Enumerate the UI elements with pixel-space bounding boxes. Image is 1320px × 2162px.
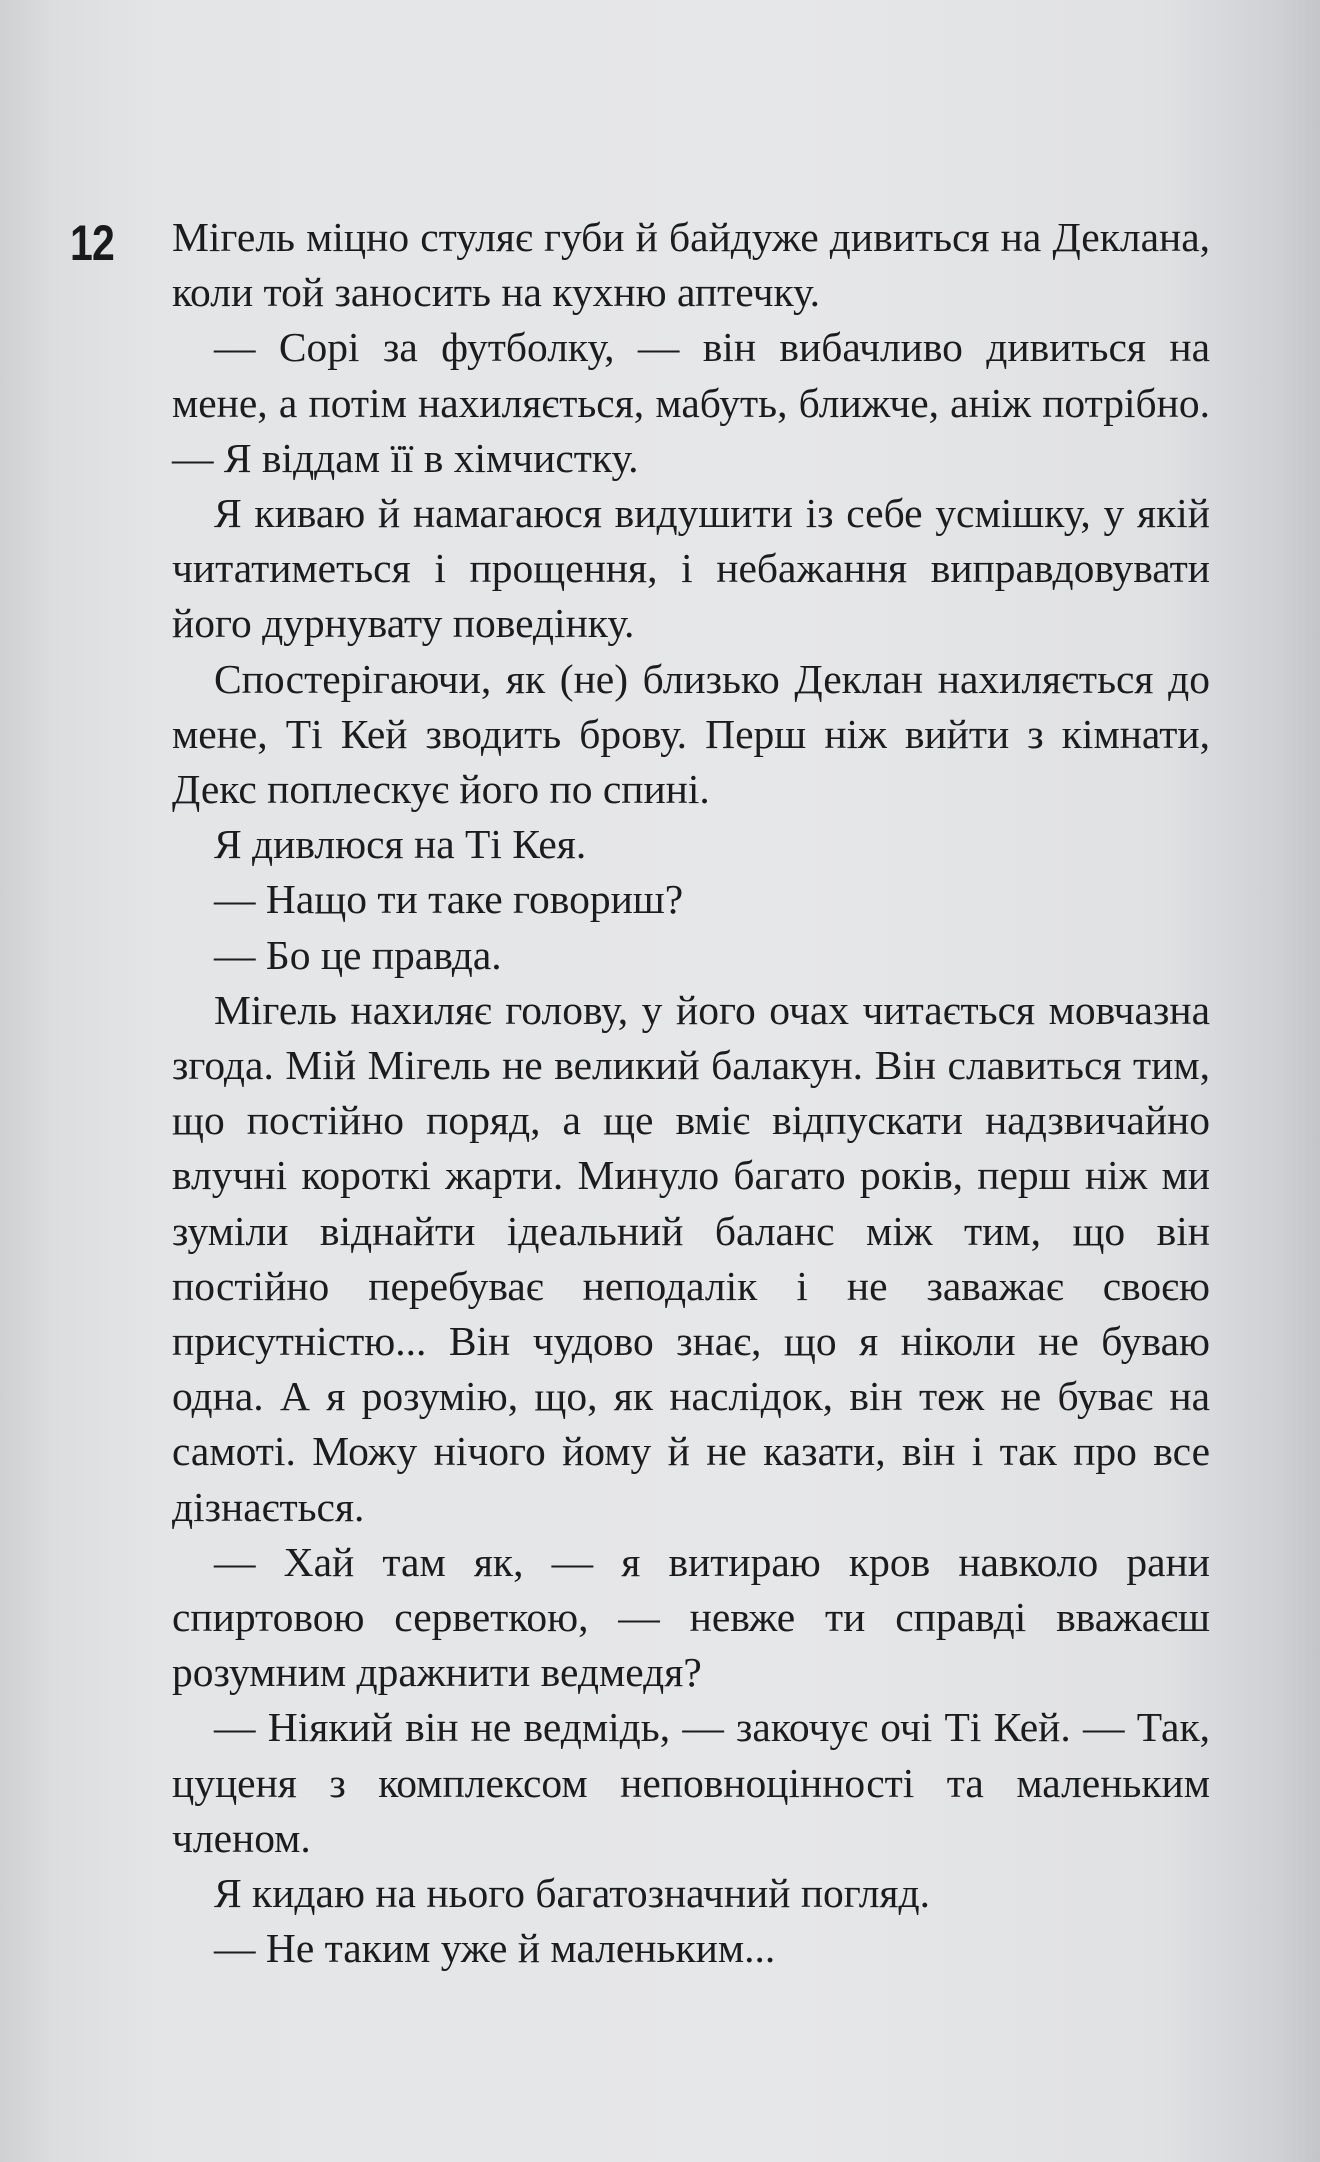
paragraph: Спостерігаючи, як (не) близько Деклан нахиляється до мене, Ті Кей зводить брову. Перш ніж вийти з кімнати, Декс поплескує його по спині. — [172, 655, 1210, 813]
paragraph: — Сорі за футболку, — він вибачливо дивиться на мене, а потім нахиляється, мабуть, ближче, аніж потрібно. — Я віддам її в хімчистку. — [172, 324, 1210, 481]
paragraph: — Ніякий він не ведмідь, — закочує очі Ті Кей. — Так, цуценя з комплексом неповноцінності та маленьким членом. — [172, 1704, 1210, 1861]
paragraph: Мігель нахиляє голову, у його очах читається мовчазна згода. Мій Мігель не великий балакун. Він славиться тим, що постійно поряд, а ще вміє відпускати надзвичайно влучні короткі жарти. Минуло багато років, перш ніж ми зуміли віднайти ідеальний баланс між тим, що він постійно перебуває неподалік і не заважає своєю присутністю... Він чудово знає, що я ніколи не буваю одна. А я розумію, що, як наслідок, він теж не буває на самоті. Можу нічого йому й не казати, він і так про все дізнається. — [172, 986, 1210, 1530]
paragraph: Я дивлюся на Ті Кея. — [214, 821, 587, 868]
paragraph: — Нащо ти таке говориш? — [214, 876, 684, 923]
paragraph: — Бо це правда. — [214, 931, 502, 978]
paragraph: — Не таким уже й маленьким... — [214, 1925, 776, 1972]
page-number: 12 — [70, 215, 114, 271]
paragraph: Мігель міцно стуляє губи й байдуже дивиться на Деклана, коли той заносить на кухню аптечку. — [172, 214, 1210, 316]
paragraph: Я киваю й намагаюся видушити із себе усмішку, у якій читатиметься і прощення, і небажання виправдовувати його дурнувату поведінку. — [172, 490, 1210, 647]
body-text — [172, 210, 1210, 1977]
paragraph: — Хай там як, — я витираю кров навколо рани спиртовою серветкою, — невже ти справді вважаєш розумним дражнити ведмедя? — [172, 1538, 1210, 1696]
paragraph: Я кидаю на нього багатозначний погляд. — [214, 1870, 930, 1917]
